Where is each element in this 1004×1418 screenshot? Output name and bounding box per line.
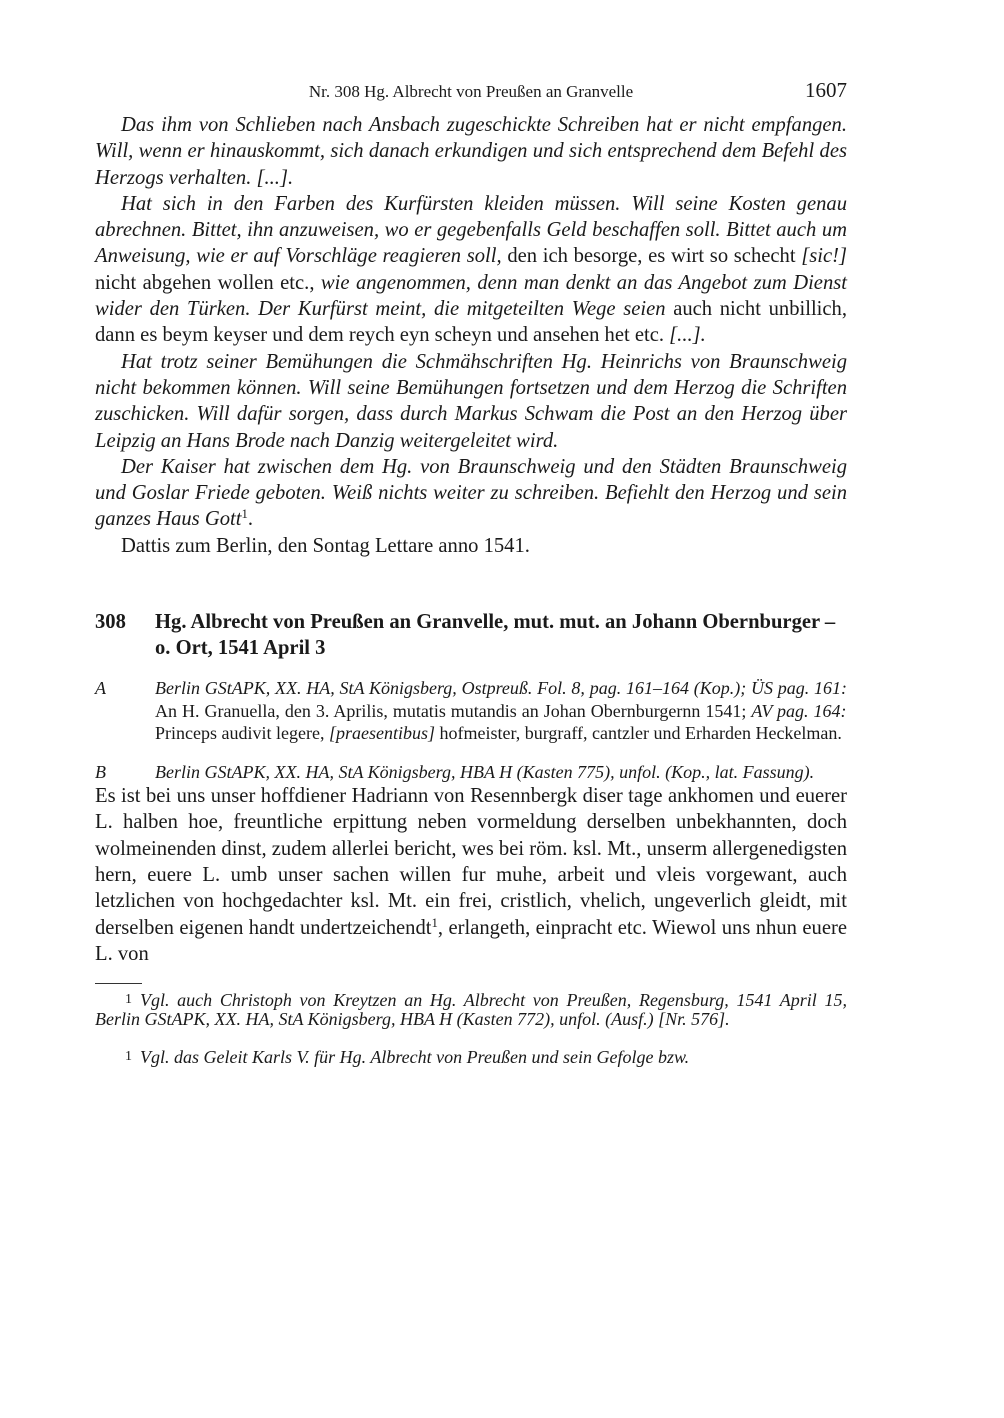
- quote-text: den ich besorge, es wirt so schecht: [501, 245, 802, 268]
- footnote: [95, 990, 847, 1029]
- source-label: A: [95, 678, 106, 699]
- editorial-note: [...].: [669, 324, 706, 347]
- source-text: [155, 677, 847, 745]
- source-quote: hofmeister, burgraff, cantzler und Erharden Heckelman.: [434, 723, 842, 744]
- source-a: [95, 677, 847, 745]
- paragraph-text: Hat sich in den Farben des Kurfürsten kleiden müssen. Will seine Kosten genau abrechnen. Bittet, ihn anzuweisen, wo er gegebenfalls Geld beschaffen soll. Bittet auch um Anweisung, wie er auf Vorschläge reagieren soll,: [95, 192, 847, 268]
- paragraph-text: Das ihm von Schlieben nach Ansbach zugeschickte Schreiben hat er nicht empfangen. Will, wenn er hinauskommt, sich danach erkundigen und sich entsprechend dem Befehl des Herzogs verhalten. [...].: [95, 114, 847, 189]
- paragraph: [95, 349, 847, 454]
- punctuation: .: [247, 508, 253, 531]
- source-quote: Princeps audivit legere,: [155, 723, 329, 744]
- running-head: [95, 78, 847, 112]
- source-ref: AV pag. 164:: [751, 700, 847, 721]
- paragraph-text: Hat trotz seiner Bemühungen die Schmähschriften Hg. Heinrichs von Braunschweig nicht bekommen können. Will seine Bemühungen fortsetzen und dem Herzog die Schriften zuschicken. Will dafür sorgen, dass durch Markus Schwam die Post an den Herzog über Leipzig an Hans Brode nach Danzig weitergeleitet wird.: [95, 350, 847, 452]
- paragraph: [95, 191, 847, 349]
- paragraph-text: Der Kaiser hat zwischen dem Hg. von Braunschweig und den Städten Braunschweig und Goslar Friede geboten. Weiß nichts weiter zu schreiben. Befiehlt den Herzog und sein ganzes Haus Gott: [95, 455, 847, 531]
- quote-text: nicht abgehen wollen etc.,: [95, 271, 321, 294]
- main-text-body: Es ist bei uns unser hoffdiener Hadriann von Resennbergk diser tage ankhomen und euerer L. halben hoe, freuntliche erpittung neben vormeldung derselben unbekhannten, doch wolmeinenden dinst, zudem allerlei bericht, wes bei röm. ksl. Mt., unserm allergenedigsten hern, euere L. umb unser sachen willen fur muhe, arbeit und vleis vorgewant, auch letzlichen von hochgedachter ksl. Mt. ein frei, cristlich, vhelich, ungeverlich gleidt, mit derselben eigenen handt undertzeichendt: [95, 785, 847, 939]
- paragraph-text: wie angenommen, denn man denkt an das Angebot zum Dienst wider den Türken. Der Kurfürst meint, die mitgeteilten Wege seien: [95, 271, 847, 321]
- footnote-ref[interactable]: 1: [431, 915, 438, 930]
- document-number: 308: [95, 611, 126, 634]
- main-text-body: , erlangeth, einpracht etc. Wiewol uns nhun euere L. von: [95, 916, 847, 965]
- footnote-text: Vgl. das Geleit Karls V. für Hg. Albrecht von Preußen und sein Gefolge bzw.: [140, 1047, 690, 1068]
- quote-text: auch nicht unbillich, dann es beym keyser und dem reych eyn scheyn und ansehen het etc.: [95, 298, 847, 347]
- source-b: [95, 761, 847, 784]
- page-number: 1607: [805, 78, 847, 102]
- paragraph: [95, 454, 847, 533]
- footnote: [95, 1047, 847, 1067]
- editorial-note: [praesentibus]: [328, 723, 435, 744]
- footnote-mark: 1: [125, 1049, 132, 1065]
- editorial-note: [sic!]: [801, 245, 847, 268]
- footnote-mark: 1: [125, 992, 132, 1008]
- footnote-text: Vgl. auch Christoph von Kreytzen an Hg. Albrecht von Preußen, Regensburg, 1541 April 15, Berlin GStAPK, XX. HA, StA Königsberg, HBA H (Kasten 772), unfol. (Ausf.) [Nr. 576].: [95, 990, 847, 1030]
- source-label: B: [95, 761, 106, 782]
- footnote-divider: [95, 983, 142, 984]
- footnote-ref[interactable]: 1: [241, 507, 248, 522]
- paragraph: [95, 112, 847, 191]
- document-heading: [95, 609, 847, 661]
- running-title: Nr. 308 Hg. Albrecht von Preußen an Granvelle: [308, 82, 634, 101]
- dating-line: Dattis zum Berlin, den Sontag Lettare anno 1541.: [121, 534, 530, 557]
- source-ref: Berlin GStAPK, XX. HA, StA Königsberg, Ostpreuß. Fol. 8, pag. 161–164 (Kop.); ÜS pag. 161:: [155, 678, 847, 699]
- page: [95, 78, 847, 1067]
- main-text: [95, 783, 847, 967]
- document-title: Hg. Albrecht von Preußen an Granvelle, mut. mut. an Johann Obernburger – o. Ort, 1541 April 3: [155, 611, 836, 660]
- source-quote: An H. Granuella, den 3. Aprilis, mutatis mutandis an Johan Obernburgernn 1541;: [155, 700, 752, 721]
- source-text: [155, 761, 847, 784]
- source-ref: Berlin GStAPK, XX. HA, StA Königsberg, HBA H (Kasten 775), unfol. (Kop., lat. Fassung).: [155, 761, 815, 782]
